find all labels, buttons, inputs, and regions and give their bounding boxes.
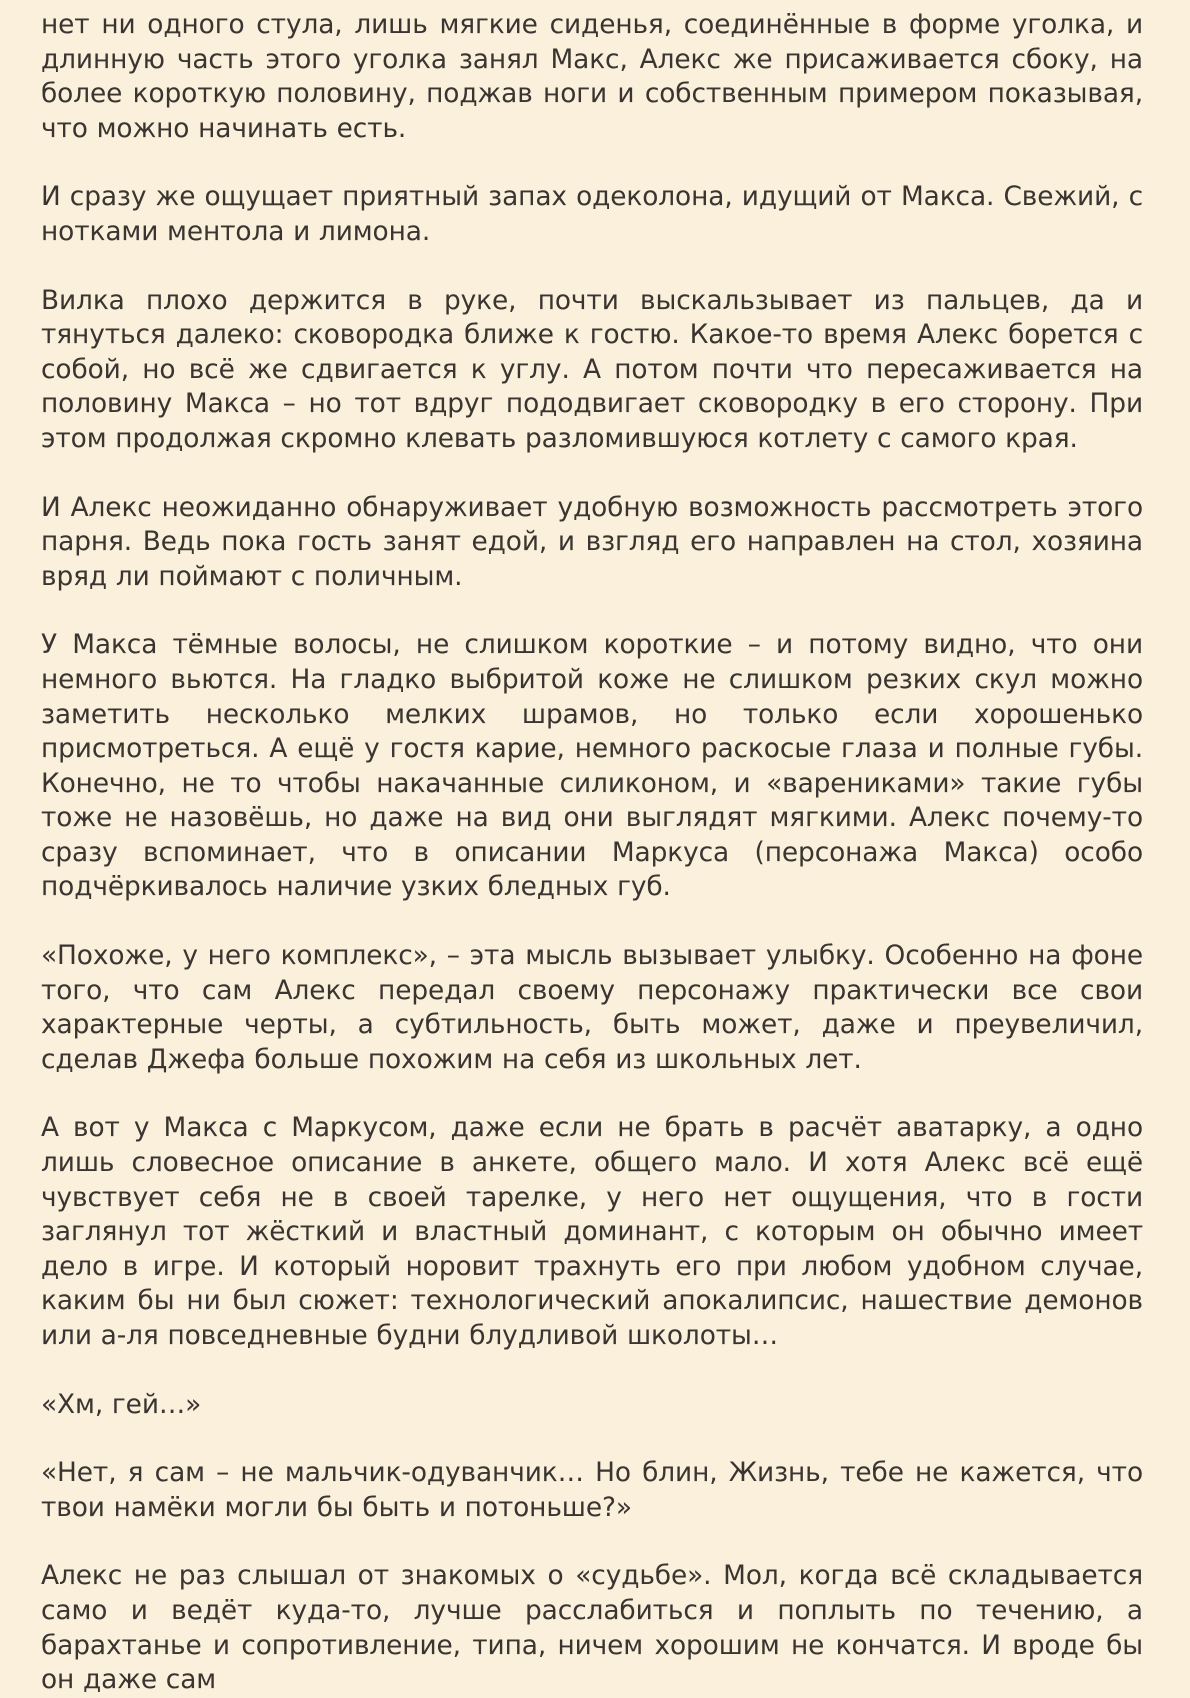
paragraph-4: И Алекс неожиданно обнаруживает удобную возможность рассмотреть этого парня. Ведь пока гость занят едой, и взгляд его направлен на стол, хозяина вряд ли поймают с поличным. (41, 491, 1143, 592)
paragraph-10: Алекс не раз слышал от знакомых о «судьбе». Мол, когда всё складывается само и ведёт куда-то, лучше расслабиться и поплыть по течению, а барахтанье и сопротивление, типа, ничем хорошим не кончатся. И вроде бы он даже сам (41, 1560, 1143, 1696)
paragraph-8: «Хм, гей…» (41, 1388, 202, 1420)
paragraph-5: У Макса тёмные волосы, не слишком короткие – и потому видно, что они немного вьются. На гладко выбритой коже не слишком резких скул можно заметить несколько мелких шрамов, но только если хорошенько присмотреться. А ещё у гостя карие, немного раскосые глаза и полные губы. Конечно, не то чтобы накачанные силиконом, и «варениками» такие губы тоже не назовёшь, но даже на вид они выглядят мягкими. Алекс почему-то сразу вспоминает, что в описании Маркуса (персонажа Макса) особо подчёркивалось наличие узких бледных губ. (41, 629, 1143, 903)
paragraph-1: нет ни одного стула, лишь мягкие сиденья, соединённые в форме уголка, и длинную часть этого уголка занял Макс, Алекс же присаживается сбоку, на более короткую половину, поджав ноги и собственным примером показывая, что можно начинать есть. (41, 9, 1143, 144)
paragraph-3: Вилка плохо держится в руке, почти выскальзывает из пальцев, да и тянуться далеко: сковородка ближе к гостю. Какое-то время Алекс борется с собой, но всё же сдвигается к углу. А потом почти что пересаживается на половину Макса – но тот вдруг пододвигает сковородку в его сторону. При этом продолжая скромно клевать разломившуюся котлету с самого края. (41, 284, 1143, 454)
paragraph-9: «Нет, я сам – не мальчик-одуванчик… Но блин, Жизнь, тебе не кажется, что твои намёки могли бы быть и потоньше?» (41, 1457, 1143, 1523)
paragraph-6: «Похоже, у него комплекс», – эта мысль вызывает улыбку. Особенно на фоне того, что сам Алекс передал своему персонажу практически все свои характерные черты, а субтильность, быть может, даже и преувеличил, сделав Джефа больше похожим на себя из школьных лет. (41, 940, 1143, 1075)
paragraph-7: А вот у Макса с Маркусом, даже если не брать в расчёт аватарку, а одно лишь словесное описание в анкете, общего мало. И хотя Алекс всё ещё чувствует себя не в своей тарелке, у него нет ощущения, что в гости заглянул тот жёсткий и властный доминант, с которым он обычно имеет дело в игре. И который норовит трахнуть его при любом удобном случае, каким бы ни был сюжет: технологический апокалипсис, нашествие демонов или а-ля повседневные будни блудливой школоты… (41, 1112, 1143, 1351)
paragraph-2: И сразу же ощущает приятный запах одеколона, идущий от Макса. Свежий, с нотками ментола и лимона. (41, 181, 1143, 247)
